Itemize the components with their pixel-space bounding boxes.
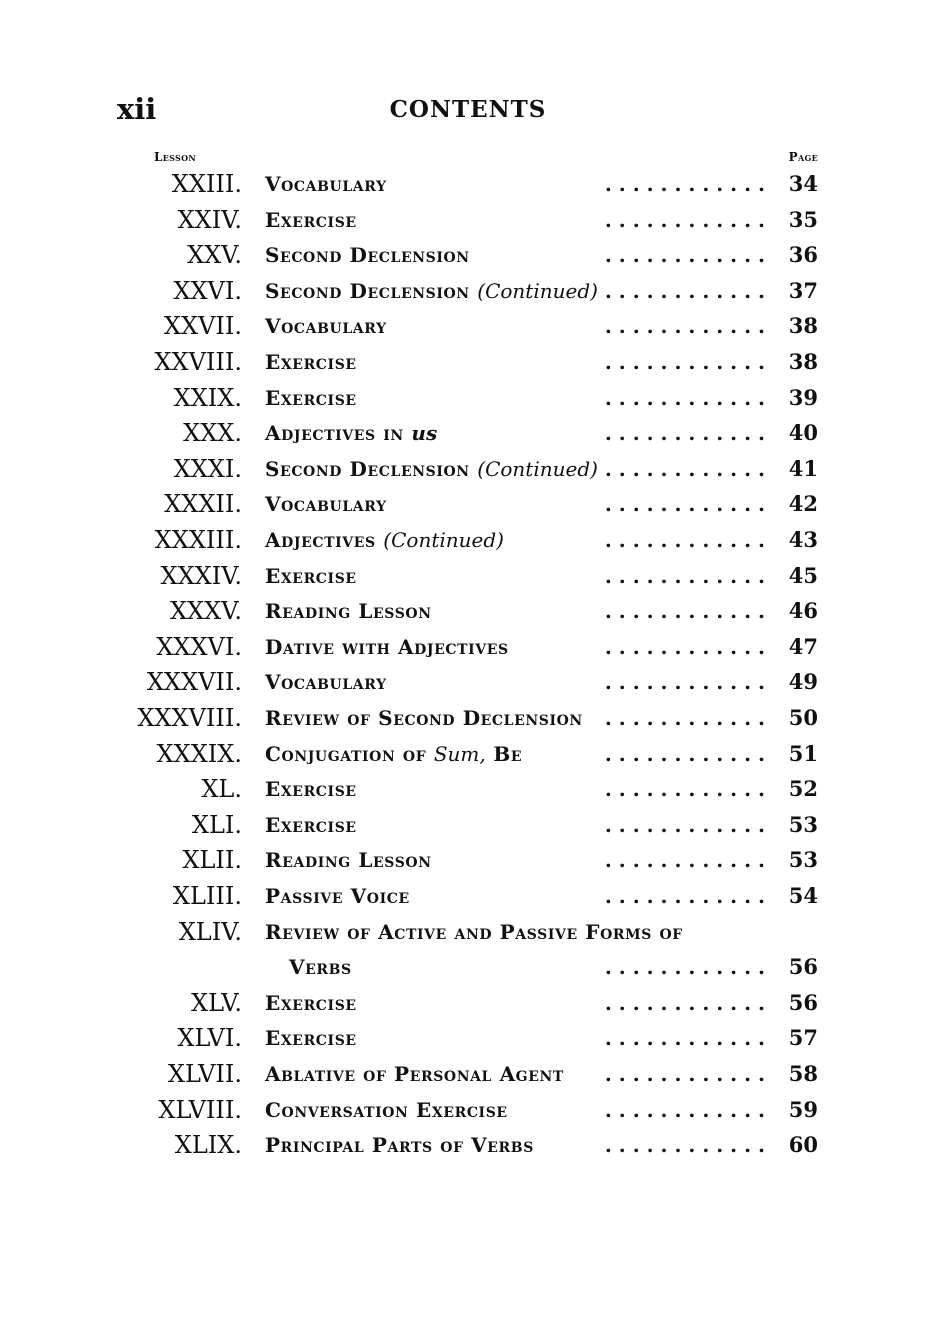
lesson-number: XLIV. xyxy=(178,918,242,946)
lesson-number: XLVI. xyxy=(177,1024,242,1052)
toc-row xyxy=(0,417,936,452)
page-reference: 38 xyxy=(788,313,818,338)
page-reference: 42 xyxy=(788,491,818,516)
page-reference: 36 xyxy=(788,242,818,267)
page-reference: 57 xyxy=(788,1025,818,1050)
dot-leader: . . . . . . . . . . . . xyxy=(604,350,765,374)
dot-leader: . . . . . . . . . . . . xyxy=(604,386,765,410)
toc-row xyxy=(0,168,936,203)
lesson-number: XXX. xyxy=(183,419,242,447)
page-reference: 46 xyxy=(788,598,818,623)
lesson-title-text: Exercise xyxy=(265,564,357,588)
dot-leader: . . . . . . . . . . . . xyxy=(604,1133,765,1157)
dot-leader: . . . . . . . . . . . . xyxy=(604,706,765,730)
page-reference: 38 xyxy=(788,349,818,374)
dot-leader: . . . . . . . . . . . . xyxy=(604,670,765,694)
lesson-number: XLVII. xyxy=(167,1060,242,1088)
toc-row xyxy=(0,987,936,1022)
lesson-title-text: Adjectives in xyxy=(265,421,404,445)
lesson-title-text: Vocabulary xyxy=(265,314,387,338)
toc-row xyxy=(0,916,936,951)
lesson-title xyxy=(289,955,358,979)
lesson-title xyxy=(265,1133,540,1157)
toc-row xyxy=(0,275,936,310)
dot-leader: . . . . . . . . . . . . xyxy=(604,884,765,908)
toc-row xyxy=(0,524,936,559)
page-reference: 59 xyxy=(788,1097,818,1122)
lesson-title-text: Exercise xyxy=(265,386,357,410)
toc-row xyxy=(0,310,936,345)
lesson-title-text: Reading Lesson xyxy=(265,848,432,872)
lesson-title xyxy=(265,528,510,552)
lesson-title-text: Exercise xyxy=(265,777,357,801)
lesson-title-text: Conversation Exercise xyxy=(265,1098,508,1122)
lesson-title xyxy=(265,848,438,872)
dot-leader: . . . . . . . . . . . . xyxy=(604,599,765,623)
lesson-title-text: Ablative of Personal Agent xyxy=(265,1062,564,1086)
lesson-number: XXXVI. xyxy=(156,633,242,661)
lesson-number: XL. xyxy=(201,775,242,803)
page-reference: 43 xyxy=(788,527,818,552)
dot-leader: . . . . . . . . . . . . xyxy=(604,314,765,338)
lesson-number: XXXIII. xyxy=(154,526,242,554)
page-reference: 39 xyxy=(788,385,818,410)
lesson-title-text: Reading Lesson xyxy=(265,599,432,623)
lesson-title xyxy=(265,172,393,196)
lesson-title-italic: us xyxy=(411,421,438,445)
lesson-title xyxy=(265,564,363,588)
toc-row xyxy=(0,1022,936,1057)
toc-row xyxy=(0,346,936,381)
lesson-title-text: Second Declension xyxy=(265,243,470,267)
dot-leader: . . . . . . . . . . . . xyxy=(604,777,765,801)
dot-leader: . . . . . . . . . . . . xyxy=(604,279,765,303)
toc-row xyxy=(0,1129,936,1164)
lesson-number: XXXIX. xyxy=(156,740,242,768)
lesson-title-text: Second Declension xyxy=(265,457,470,481)
page-number: xii xyxy=(117,92,157,126)
toc-row xyxy=(0,488,936,523)
lesson-title-text: Exercise xyxy=(265,208,357,232)
page-reference: 40 xyxy=(788,420,818,445)
lesson-title-suffix: Be xyxy=(493,742,523,766)
toc-row xyxy=(0,204,936,239)
page-reference: 49 xyxy=(788,669,818,694)
page-reference: 50 xyxy=(788,705,818,730)
dot-leader: . . . . . . . . . . . . xyxy=(604,955,765,979)
lesson-title-text: Exercise xyxy=(265,350,357,374)
lesson-number: XXXVIII. xyxy=(137,704,242,732)
lesson-number: XXIV. xyxy=(177,206,242,234)
dot-leader: . . . . . . . . . . . . xyxy=(604,848,765,872)
lesson-title-text: Passive Voice xyxy=(265,884,410,908)
page-reference: 53 xyxy=(788,812,818,837)
dot-leader: . . . . . . . . . . . . xyxy=(604,208,765,232)
page-reference: 37 xyxy=(788,278,818,303)
lesson-number: XLIII. xyxy=(172,882,242,910)
lesson-number: XXVIII. xyxy=(154,348,242,376)
lesson-column-header: Lesson xyxy=(154,150,196,164)
toc-row xyxy=(0,382,936,417)
dot-leader: . . . . . . . . . . . . xyxy=(604,742,765,766)
toc-row xyxy=(0,560,936,595)
lesson-title-text: Exercise xyxy=(265,1026,357,1050)
lesson-title-text: Exercise xyxy=(265,991,357,1015)
lesson-title xyxy=(265,243,476,267)
toc-row xyxy=(0,1058,936,1093)
toc-row xyxy=(0,453,936,488)
page-reference: 56 xyxy=(788,990,818,1015)
page-reference: 54 xyxy=(788,883,818,908)
lesson-number: XXVII. xyxy=(163,312,242,340)
toc-row xyxy=(0,1094,936,1129)
lesson-title xyxy=(265,350,363,374)
lesson-title xyxy=(265,457,604,481)
page-reference: 53 xyxy=(788,847,818,872)
page-title: CONTENTS xyxy=(389,96,547,123)
lesson-title-text: Vocabulary xyxy=(265,492,387,516)
lesson-title xyxy=(265,492,393,516)
lesson-number: XXXII. xyxy=(164,490,242,518)
lesson-number: XLI. xyxy=(191,811,242,839)
lesson-number: XXVI. xyxy=(173,277,242,305)
toc-row xyxy=(0,595,936,630)
dot-leader: . . . . . . . . . . . . xyxy=(604,813,765,837)
lesson-title-text: Verbs xyxy=(289,955,352,979)
dot-leader: . . . . . . . . . . . . xyxy=(604,528,765,552)
lesson-title-text: Vocabulary xyxy=(265,670,387,694)
page-reference: 47 xyxy=(788,634,818,659)
page-reference: 35 xyxy=(788,207,818,232)
lesson-title xyxy=(265,599,438,623)
page-reference: 41 xyxy=(788,456,818,481)
lesson-title xyxy=(265,635,515,659)
dot-leader: . . . . . . . . . . . . xyxy=(604,1062,765,1086)
lesson-number: XXXVII. xyxy=(146,668,242,696)
lesson-title xyxy=(265,742,528,766)
dot-leader: . . . . . . . . . . . . xyxy=(604,243,765,267)
toc-row xyxy=(0,702,936,737)
lesson-title xyxy=(265,386,363,410)
dot-leader: . . . . . . . . . . . . xyxy=(604,1098,765,1122)
lesson-number: XXIX. xyxy=(173,384,242,412)
lesson-title-text: Adjectives xyxy=(265,528,376,552)
lesson-title-text: Vocabulary xyxy=(265,172,387,196)
toc-row xyxy=(0,844,936,879)
lesson-number: XLIX. xyxy=(174,1131,242,1159)
lesson-title xyxy=(265,421,443,445)
lesson-number: XXV. xyxy=(187,241,242,269)
lesson-title-text: Review of Active and Passive Forms of xyxy=(265,920,683,944)
toc-row xyxy=(0,239,936,274)
lesson-title xyxy=(265,208,363,232)
page-column-header: Page xyxy=(788,150,818,164)
lesson-number: XLVIII. xyxy=(158,1096,242,1124)
lesson-number: XXXV. xyxy=(169,597,242,625)
lesson-title xyxy=(265,1026,363,1050)
dot-leader: . . . . . . . . . . . . xyxy=(604,635,765,659)
toc-row xyxy=(0,809,936,844)
lesson-number: XXIII. xyxy=(171,170,242,198)
lesson-title xyxy=(265,706,589,730)
page-reference: 51 xyxy=(788,741,818,766)
lesson-number: XLV. xyxy=(191,989,242,1017)
lesson-title xyxy=(265,1062,570,1086)
lesson-title-italic: (Continued) xyxy=(383,528,504,552)
lesson-number: XLII. xyxy=(182,846,242,874)
page-reference: 45 xyxy=(788,563,818,588)
page-reference: 58 xyxy=(788,1061,818,1086)
lesson-title xyxy=(265,920,689,944)
lesson-title xyxy=(265,1098,514,1122)
lesson-title xyxy=(265,884,416,908)
lesson-title xyxy=(265,670,393,694)
lesson-title-text: Principal Parts of Verbs xyxy=(265,1133,534,1157)
lesson-title-italic: Sum, xyxy=(433,742,486,766)
page-reference: 56 xyxy=(788,954,818,979)
lesson-title xyxy=(265,314,393,338)
lesson-title xyxy=(265,991,363,1015)
dot-leader: . . . . . . . . . . . . xyxy=(604,564,765,588)
lesson-title-text: Dative with Adjectives xyxy=(265,635,509,659)
lesson-number: XXXIV. xyxy=(160,562,242,590)
toc-row xyxy=(0,738,936,773)
toc-row xyxy=(0,631,936,666)
toc-row xyxy=(0,880,936,915)
lesson-title-italic: (Continued) xyxy=(477,279,598,303)
dot-leader: . . . . . . . . . . . . xyxy=(604,457,765,481)
page-reference: 34 xyxy=(788,171,818,196)
lesson-number: XXXI. xyxy=(173,455,242,483)
lesson-title-italic: (Continued) xyxy=(477,457,598,481)
dot-leader: . . . . . . . . . . . . xyxy=(604,172,765,196)
lesson-title xyxy=(265,813,363,837)
lesson-title-text: Second Declension xyxy=(265,279,470,303)
toc-row xyxy=(0,773,936,808)
dot-leader: . . . . . . . . . . . . xyxy=(604,991,765,1015)
lesson-title-text: Review of Second Declension xyxy=(265,706,583,730)
toc-row xyxy=(0,666,936,701)
lesson-title-text: Conjugation of xyxy=(265,742,427,766)
lesson-title-text: Exercise xyxy=(265,813,357,837)
dot-leader: . . . . . . . . . . . . xyxy=(604,492,765,516)
toc-row xyxy=(0,951,936,986)
page-reference: 60 xyxy=(788,1132,818,1157)
dot-leader: . . . . . . . . . . . . xyxy=(604,421,765,445)
dot-leader: . . . . . . . . . . . . xyxy=(604,1026,765,1050)
lesson-title xyxy=(265,279,604,303)
lesson-title xyxy=(265,777,363,801)
page-reference: 52 xyxy=(788,776,818,801)
